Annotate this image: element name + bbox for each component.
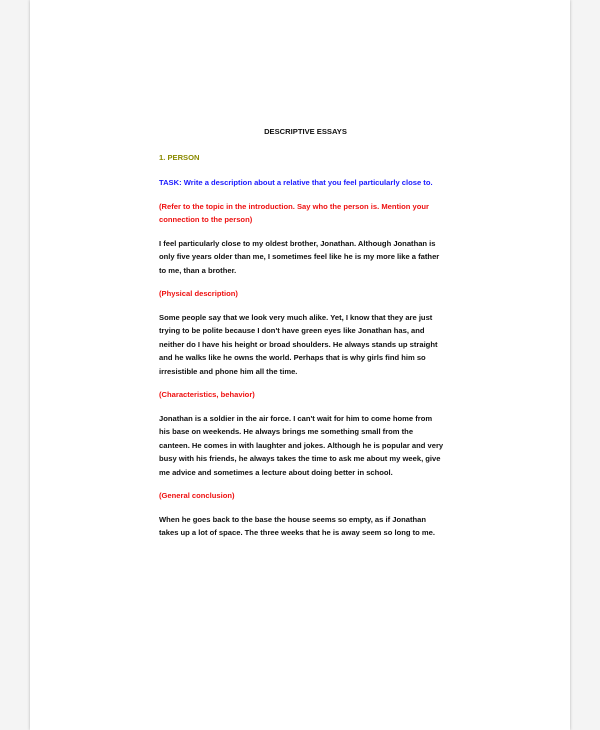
section-heading: 1. PERSON [159,152,200,162]
document-body [159,125,444,550]
paragraph-physical-description: Some people say that we look very much alike. Yet, I know that they are just trying to be polite because I don't have green eyes like Jonathan has, and neither do I have his height or broad shoulders. He always stands up straight and he walks like he owns the world. Perhaps that is why girls find him so irresistible and phone him all the time. [159,312,438,376]
document-title: DESCRIPTIVE ESSAYS [264,127,347,136]
paragraph-introduction: I feel particularly close to my oldest brother, Jonathan. Although Jonathan is only five years older than me, I sometimes feel like he is my more like a father to me, than a brother. [159,238,440,275]
paragraph-characteristics: Jonathan is a soldier in the air force. I can't wait for him to come home from his base on weekends. He always brings me something small from the canteen. He comes in with laughter and jokes. Although he is popular and very busy with his friends, he always takes the time to ask me about my week, give me advice and sometimes a lecture about doing better in school. [159,413,444,477]
note-conclusion: (General conclusion) [159,491,235,500]
note-introduction: (Refer to the topic in the introduction. Say who the person is. Mention your connection to the person) [159,201,430,224]
note-physical-description: (Physical description) [159,289,238,298]
paragraph-conclusion: When he goes back to the base the house seems so empty, as if Jonathan takes up a lot of space. The three weeks that he is away seem so long to me. [159,514,435,537]
task-instruction: TASK: Write a description about a relative that you feel particularly close to. [159,178,433,187]
note-characteristics: (Characteristics, behavior) [159,390,255,399]
document-page [30,0,570,730]
